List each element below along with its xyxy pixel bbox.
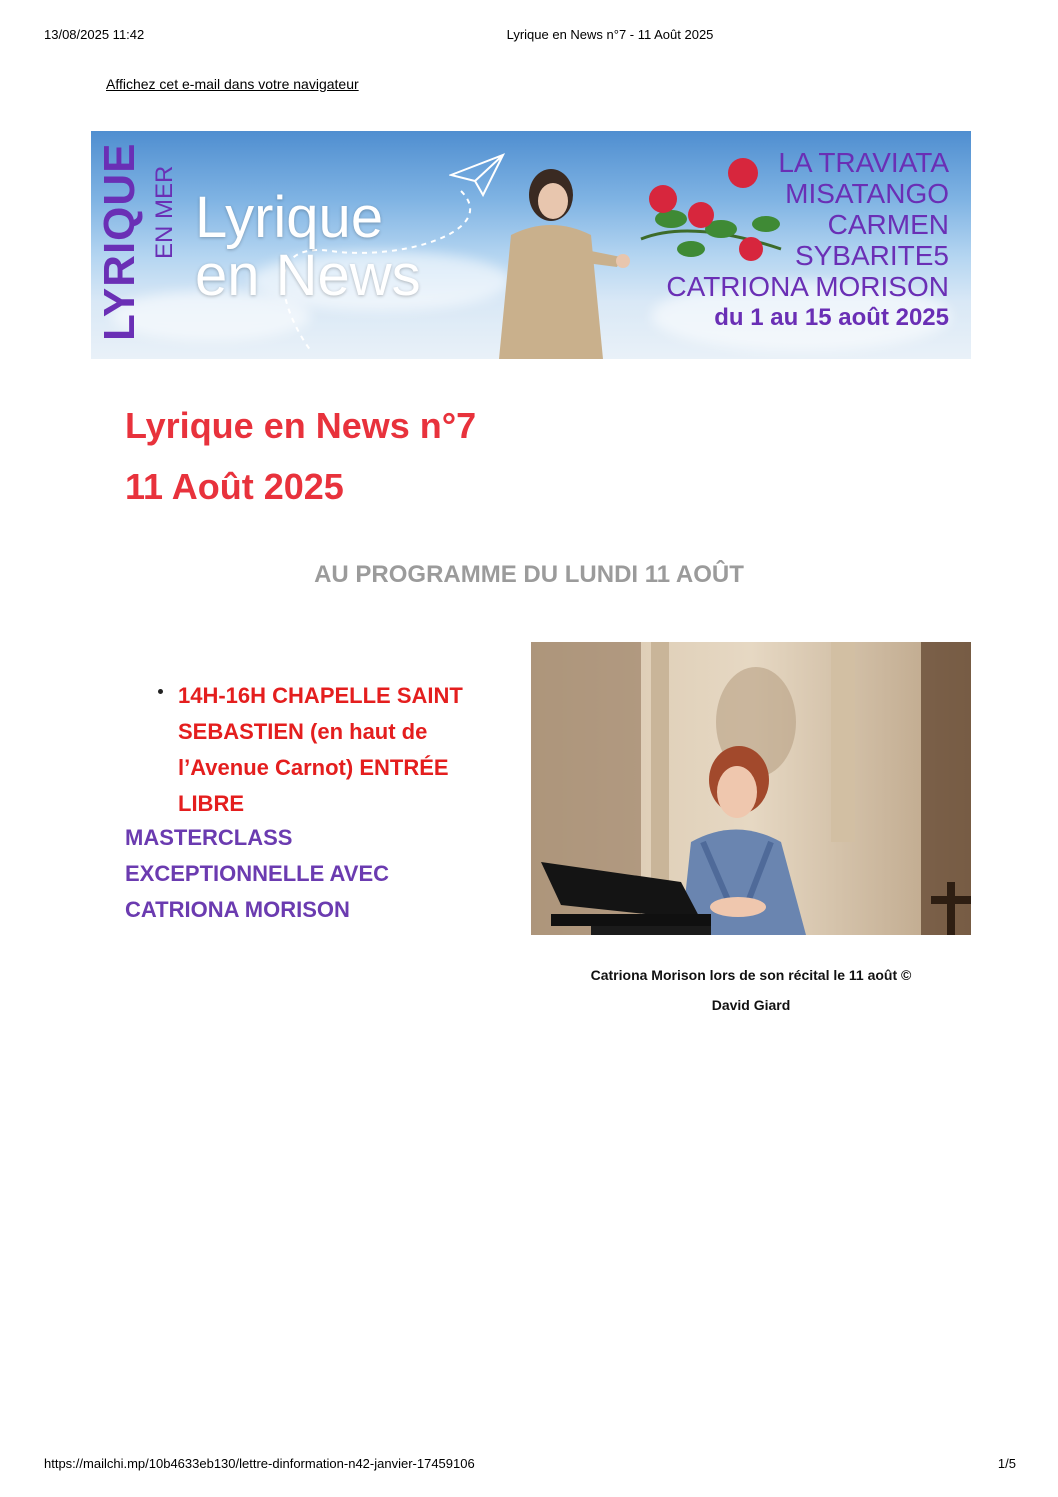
event-description-text (125, 820, 455, 928)
issue-date: 11 Août 2025 (125, 466, 344, 507)
banner-logo-main: LYRIQUE (95, 142, 144, 341)
singer-photo (531, 642, 971, 935)
program-item: LA TRAVIATA (778, 147, 949, 178)
program-item: CATRIONA MORISON (666, 271, 949, 302)
program-item: MISATANGO (785, 178, 949, 209)
event-line: LIBRE (178, 791, 244, 816)
view-in-browser-link[interactable]: Affichez cet e-mail dans votre navigateur (106, 76, 359, 92)
program-item: CARMEN (827, 209, 949, 240)
banner-title (195, 185, 421, 308)
event-location-text (178, 678, 508, 822)
header-banner (91, 131, 971, 359)
program-item: SYBARITE5 (794, 240, 949, 271)
issue-title: Lyrique en News n°7 (125, 405, 477, 446)
event-line: MASTERCLASS (125, 825, 293, 850)
print-footer-url: https://mailchi.mp/10b4633eb130/lettre-dinformation-n42-janvier-17459106 (44, 1456, 475, 1471)
banner-title-line1: Lyrique (195, 185, 384, 250)
event-line: EXCEPTIONNELLE AVEC (125, 861, 390, 886)
banner-singer-figure (471, 165, 631, 359)
banner-title-line2: en News (195, 243, 421, 308)
festival-dates: du 1 au 15 août 2025 (714, 304, 949, 331)
print-page-number: 1/5 (997, 1456, 1016, 1471)
bullet-icon (158, 689, 163, 694)
event-line: CATRIONA MORISON (125, 897, 350, 922)
print-page-title: Lyrique en News n°7 - 11 Août 2025 (506, 27, 714, 42)
event-line: l’Avenue Carnot) ENTRÉE (178, 755, 449, 780)
print-datetime: 13/08/2025 11:42 (44, 27, 145, 42)
banner-logo-sub: EN MER (151, 165, 178, 259)
photo-caption (531, 960, 971, 1020)
event-line: SEBASTIEN (en haut de (178, 719, 428, 744)
caption-line: Catriona Morison lors de son récital le 11 août © (590, 967, 912, 983)
caption-line: David Giard (711, 997, 791, 1013)
banner-program-list (666, 147, 949, 333)
section-heading: AU PROGRAMME DU LUNDI 11 AOÛT (314, 561, 744, 588)
event-line: 14H-16H CHAPELLE SAINT (178, 683, 463, 708)
